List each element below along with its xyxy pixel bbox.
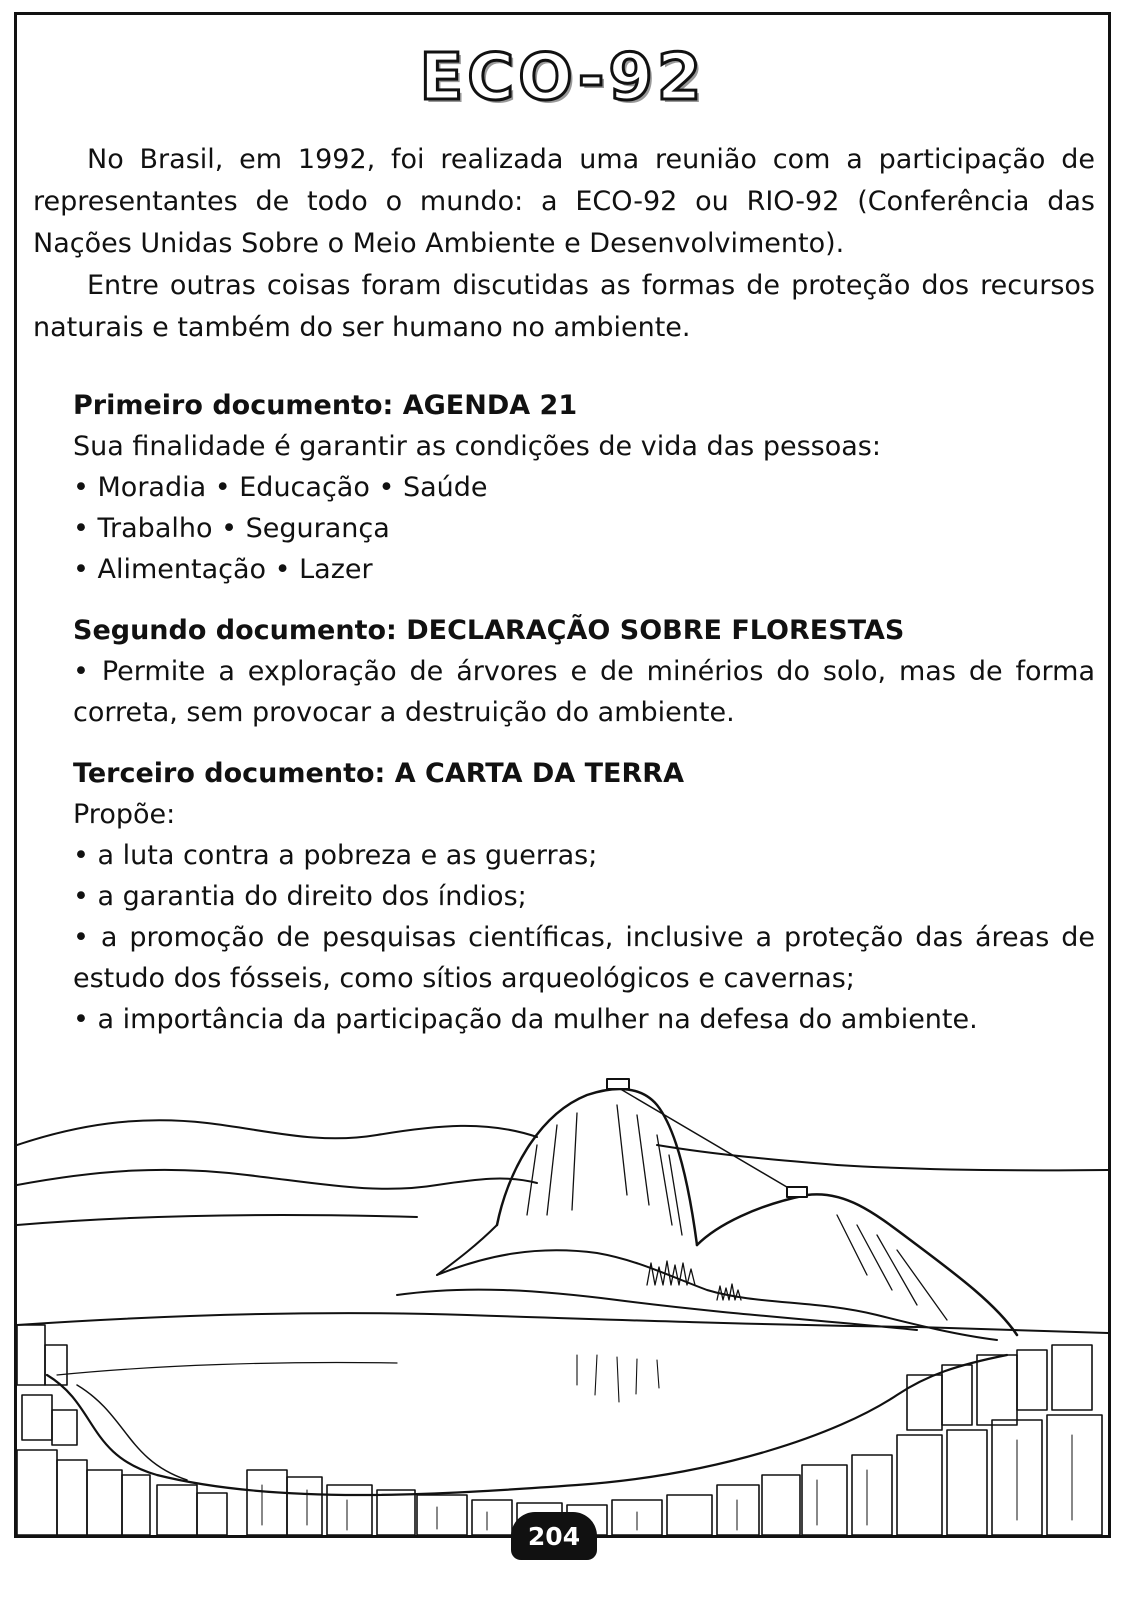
intro-paragraph: Entre outras coisas foram discutidas as formas de proteção dos recursos naturais e também do ser humano no ambiente. [33, 270, 1095, 343]
doc3-lead: Propõe: [73, 799, 176, 830]
sugarloaf-illustration [17, 1075, 1108, 1535]
list-item: • a garantia do direito dos índios; [73, 881, 527, 912]
list-item: • a luta contra a pobreza e as guerras; [73, 840, 598, 871]
doc3-heading: Terceiro documento: A CARTA DA TERRA [73, 758, 684, 789]
list-item: • Moradia • Educação • Saúde [73, 472, 488, 503]
list-item: • a importância da participação da mulher na defesa do ambiente. [73, 1004, 978, 1035]
intro-text [33, 139, 1095, 349]
doc3-section [73, 753, 1095, 1040]
list-item: • Alimentação • Lazer [73, 554, 373, 585]
intro-paragraph: No Brasil, em 1992, foi realizada uma reunião com a participação de representantes de todo o mundo: a ECO-92 ou RIO-92 (Conferência das Nações Unidas Sobre o Meio Ambiente e Desenvolvimento). [33, 144, 1095, 259]
list-item: • Trabalho • Segurança [73, 513, 390, 544]
documents-section [73, 385, 1095, 1060]
page-frame [14, 12, 1111, 1538]
doc1-section [73, 385, 1095, 590]
doc2-section [73, 610, 1095, 733]
page-number-badge: 204 [511, 1512, 597, 1560]
doc1-heading: Primeiro documento: AGENDA 21 [73, 390, 578, 421]
doc2-heading: Segundo documento: DECLARAÇÃO SOBRE FLORESTAS [73, 615, 905, 646]
list-item: • a promoção de pesquisas científicas, inclusive a proteção das áreas de estudo dos fósseis, como sítios arqueológicos e cavernas; [73, 922, 1095, 994]
list-item: • Permite a exploração de árvores e de minérios do solo, mas de forma correta, sem provocar a destruição do ambiente. [73, 656, 1095, 728]
page-title: ECO-92 [419, 41, 706, 115]
doc1-lead: Sua finalidade é garantir as condições de vida das pessoas: [73, 431, 881, 462]
